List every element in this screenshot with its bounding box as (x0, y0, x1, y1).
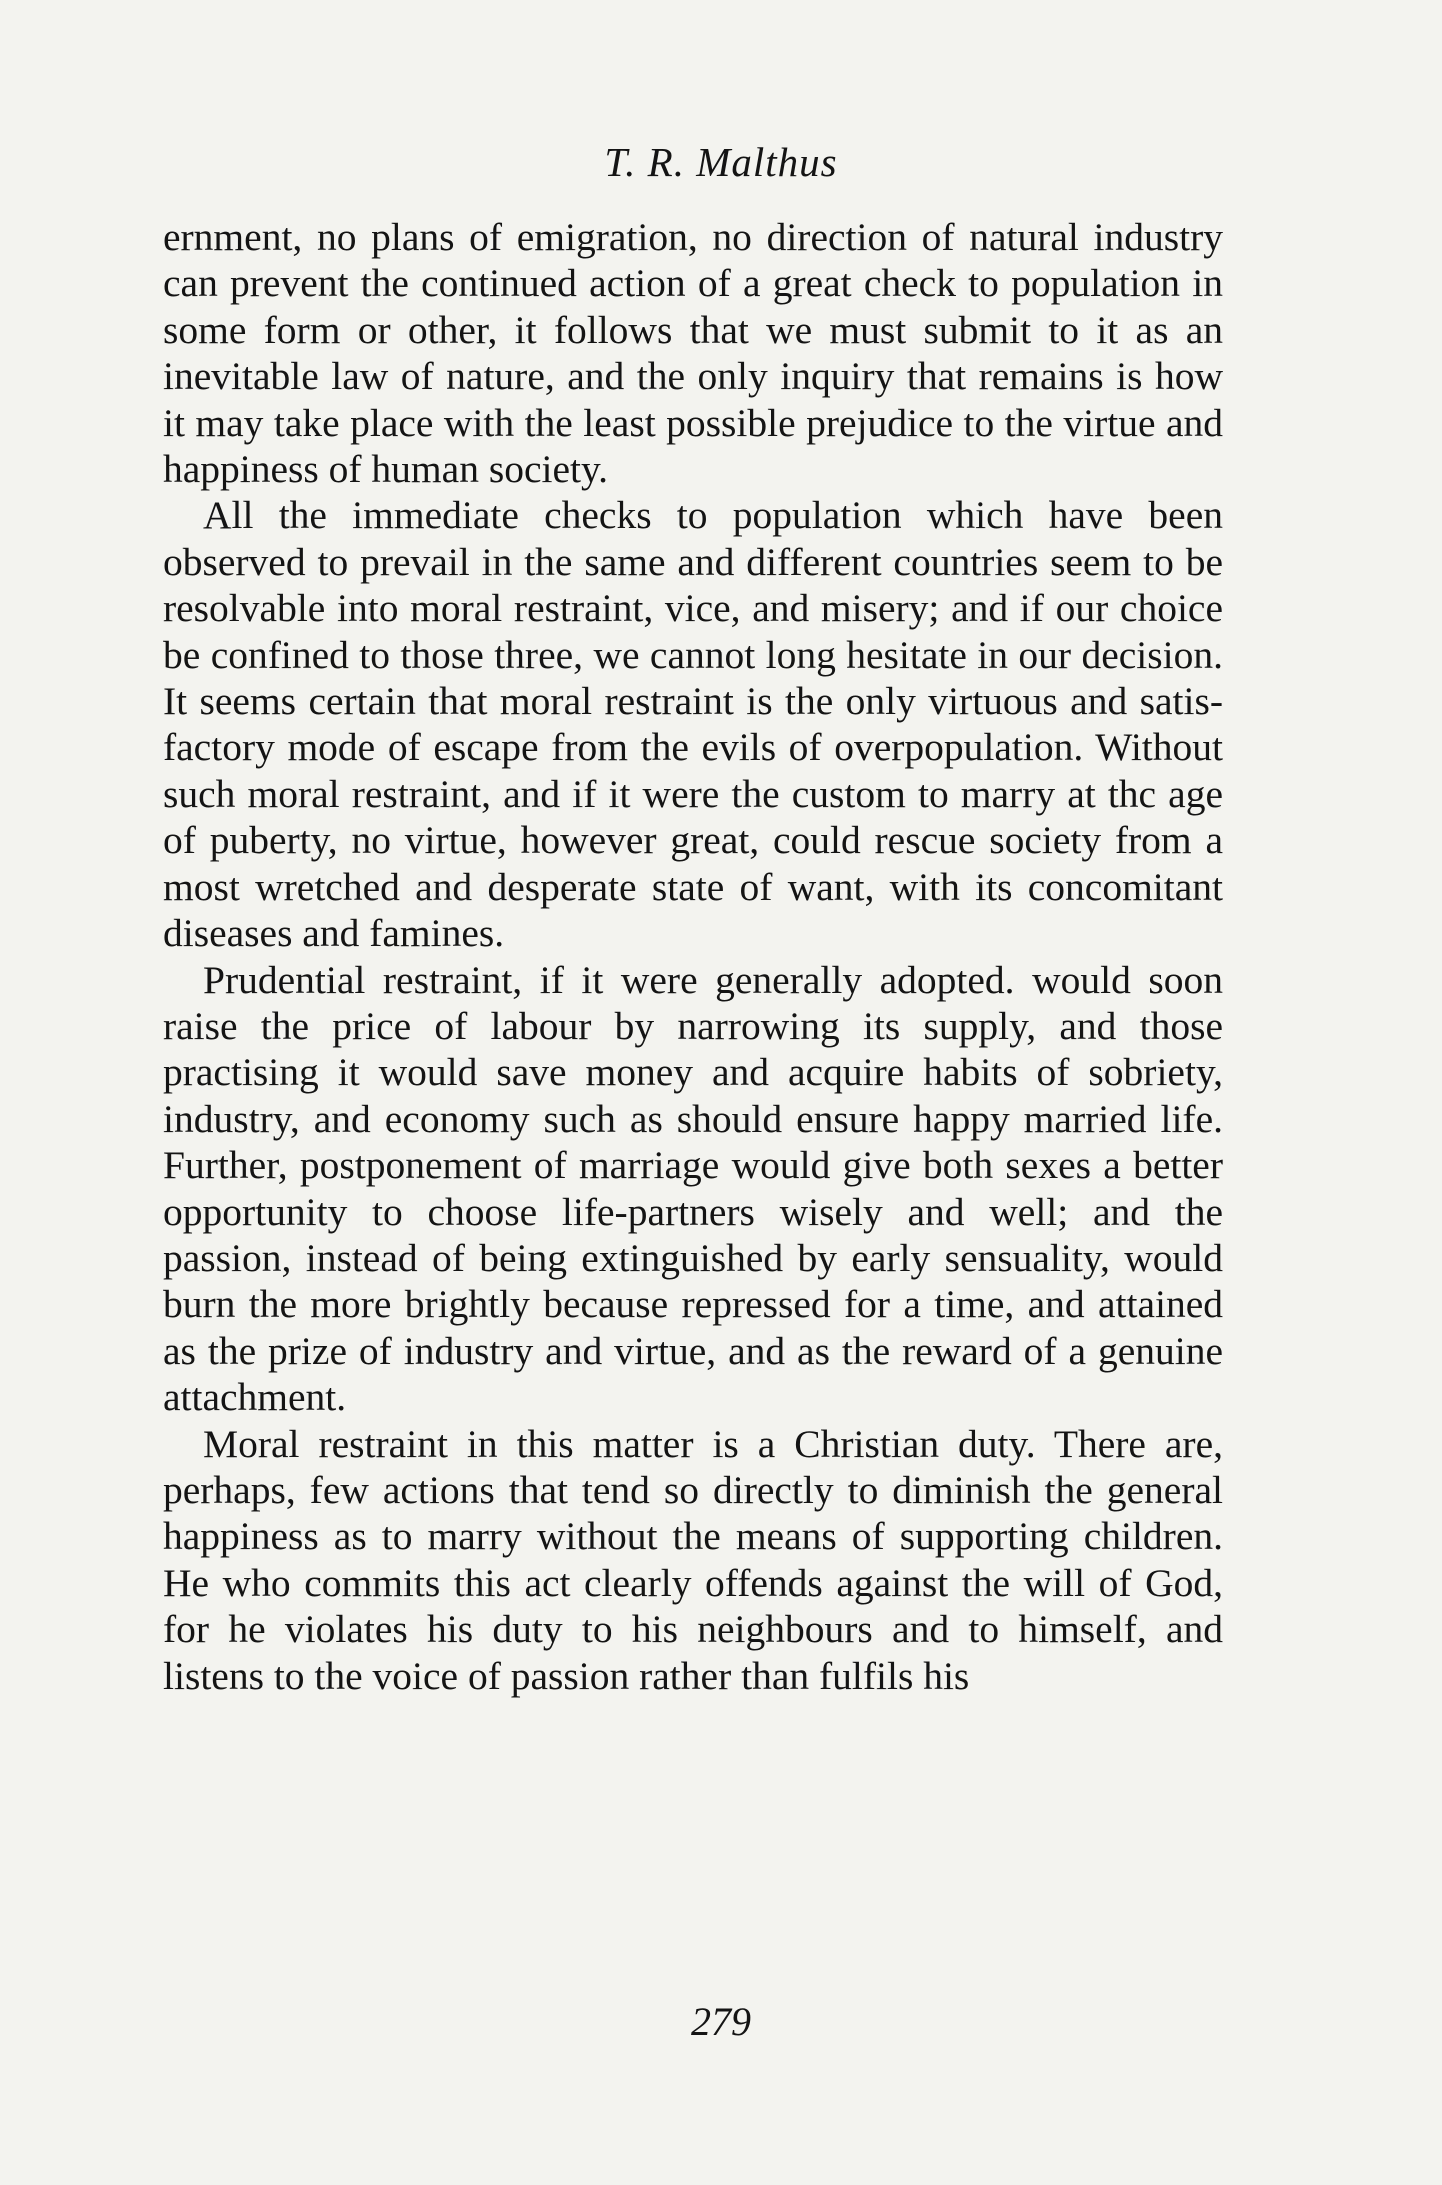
paragraph-christian-duty: Moral restraint in this matter is a Christian duty. There are, perhaps, few actions that tend so directly to diminish the general happiness as to marry without the means of supporting children. He who commits this act clearly offends against the will of God, for he violates his duty to his neighbours and to himself, and listens to the voice of passion rather than fulfils his (163, 1421, 1223, 1698)
paragraph-prudential-restraint: Prudential restraint, if it were generally adopted. would soon raise the price of labour by narrowing its supply, and those practising it would save money and acquire habits of sobriety, industry, and economy such as should ensure happy married life. Further, postponement of marriage would give both sexes a better opportunity to choose life-partners wisely and well; and the passion, instead of being extinguished by early sensuality, would burn the more brightly because repressed for a time, and attained as the prize of industry and virtue, and as the reward of a genuine attachment. (163, 957, 1223, 1420)
body-text (163, 214, 1223, 1699)
page-number: 279 (691, 1999, 751, 2044)
paragraph-checks: All the immediate checks to population which have been observed to prevail in the same and different countries seem to be resolvable into moral restraint, vice, and misery; and if our choice be confined to those three, we cannot long hesitate in our decision. It seems certain that moral restraint is the only virtuous and satisfactory mode of escape from the evils of overpopulation. Without such moral restraint, and if it were the custom to marry at thc age of puberty, no virtue, however great, could rescue society from a most wretched and desperate state of want, with its concomitant diseases and famines. (163, 493, 1223, 956)
paragraph-continued: ernment, no plans of emigration, no direction of natural industry can prevent the continued action of a great check to population in some form or other, it follows that we must submit to it as an inevitable law of nature, and the only inquiry that remains is how it may take place with the least possible prejudice to the virtue and happiness of human society. (163, 215, 1223, 492)
running-head: T. R. Malthus (604, 139, 838, 185)
